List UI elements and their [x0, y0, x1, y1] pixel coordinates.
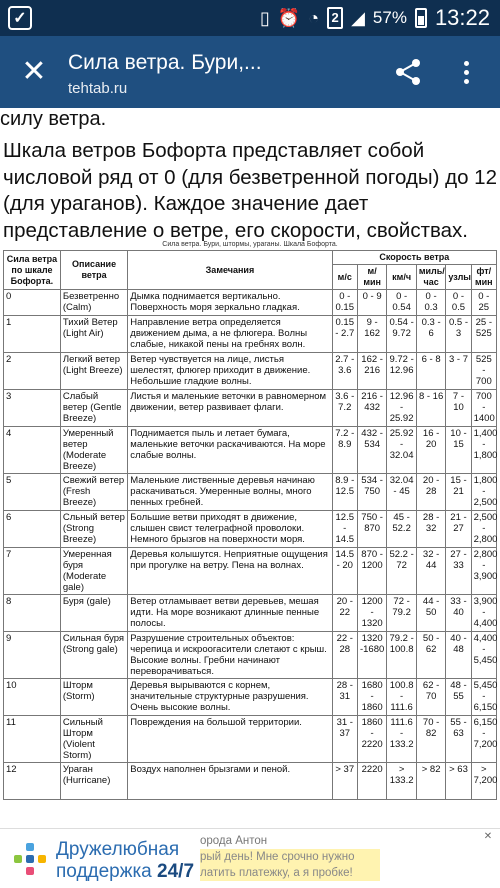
- table-caption: Сила ветра. Бури, штормы, ураганы. Шкала Бофорта.: [162, 241, 338, 248]
- cell-mph: 44 - 50: [416, 595, 445, 632]
- cell-ms: 14.5 - 20: [332, 548, 357, 595]
- cell-remarks: Воздух наполнен брызгами и пеной.: [128, 763, 332, 800]
- cell-ftmin: 1,400 - 1,800: [471, 427, 496, 474]
- sim-slot-badge: 2: [327, 7, 343, 29]
- cell-description: Умеренная буря (Moderate gale): [60, 548, 127, 595]
- table-row: [4, 595, 497, 632]
- cell-mmin: 1320 -1680: [357, 632, 386, 679]
- cell-description: Слабый ветер (Gentle Breeze): [60, 390, 127, 427]
- cell-mmin: 216 - 432: [357, 390, 386, 427]
- beaufort-table: [3, 250, 497, 800]
- table-row: [4, 716, 497, 763]
- custom-tab-toolbar: [0, 36, 500, 108]
- cell-description: Буря (gale): [60, 595, 127, 632]
- ad-message: [200, 833, 380, 881]
- status-bar: [0, 0, 500, 36]
- cell-remarks: Направление ветра определяется движением дыма, а не флюгера. Волны слабые, никакой пены на гребнях волн.: [128, 316, 332, 353]
- cell-remarks: Повреждения на большой территории.: [128, 716, 332, 763]
- cell-force: 1: [4, 316, 61, 353]
- cell-ms: 12.5 - 14.5: [332, 511, 357, 548]
- cell-ms: 31 - 37: [332, 716, 357, 763]
- table-row: [4, 763, 497, 800]
- cell-kmh: 79.2 - 100.8: [387, 632, 416, 679]
- cell-description: Безветренно (Calm): [60, 290, 127, 316]
- cell-mph: 0.3 - 6: [416, 316, 445, 353]
- table-row: [4, 679, 497, 716]
- cell-ftmin: 2,800 - 3,900: [471, 548, 496, 595]
- cell-ms: 0 - 0.15: [332, 290, 357, 316]
- cell-ftmin: 25 - 525: [471, 316, 496, 353]
- cell-ftmin: 525 - 700: [471, 353, 496, 390]
- cell-remarks: Дымка поднимается вертикально. Поверхность моря зеркально гладкая.: [128, 290, 332, 316]
- cell-mph: 28 - 32: [416, 511, 445, 548]
- cell-force: 8: [4, 595, 61, 632]
- cell-mmin: 2220: [357, 763, 386, 800]
- header-kmh: км/ч: [387, 265, 416, 290]
- ad-brand-line2: [56, 861, 194, 883]
- table-row: [4, 474, 497, 511]
- header-speed: Скорость ветра: [332, 251, 496, 265]
- cell-knots: 27 - 33: [446, 548, 471, 595]
- header-knots: узлы: [446, 265, 471, 290]
- cell-mmin: 870 - 1200: [357, 548, 386, 595]
- cell-ms: 8.9 - 12.5: [332, 474, 357, 511]
- cell-knots: 55 - 63: [446, 716, 471, 763]
- table-row: [4, 632, 497, 679]
- header-mph: миль/ час: [416, 265, 445, 290]
- cell-knots: 15 - 21: [446, 474, 471, 511]
- sim-card-icon: ▯: [259, 8, 270, 28]
- table-row: [4, 390, 497, 427]
- wifi-icon: ◔: [308, 8, 320, 28]
- clock: 13:22: [434, 5, 490, 30]
- article-text-partial: силу ветра.: [0, 108, 107, 130]
- signal-icon: ◢: [351, 8, 365, 28]
- cell-description: Тихий Ветер (Light Air): [60, 316, 127, 353]
- cell-mmin: 432 - 534: [357, 427, 386, 474]
- table-row: [4, 548, 497, 595]
- article-paragraph: Шкала ветров Бофорта представляет собой числовой ряд от 0 (для безветренной погоды) до 12 (для ураганов). Каждое значение дает представление о ветре, его скорости, свойствах.: [3, 139, 497, 242]
- cell-mmin: 1680 - 1860: [357, 679, 386, 716]
- cell-mph: > 82: [416, 763, 445, 800]
- ad-close-icon[interactable]: ✕: [483, 831, 493, 842]
- cell-mph: 50 - 62: [416, 632, 445, 679]
- ad-message-line3: латить платежку, а я пробке!: [200, 865, 380, 881]
- cell-ftmin: > 7,200: [471, 763, 496, 800]
- cell-ftmin: 0 - 25: [471, 290, 496, 316]
- cell-knots: 33 - 40: [446, 595, 471, 632]
- cell-knots: 48 - 55: [446, 679, 471, 716]
- cell-knots: 7 - 10: [446, 390, 471, 427]
- cell-knots: > 63: [446, 763, 471, 800]
- cell-ftmin: 6,150 - 7,200: [471, 716, 496, 763]
- cell-kmh: 72 - 79.2: [387, 595, 416, 632]
- cell-remarks: Большие ветви приходят в движение, слышен свист телеграфной проволоки. Немного брызгов на поверхности моря.: [128, 511, 332, 548]
- cell-description: Умеренный ветер (Moderate Breeze): [60, 427, 127, 474]
- cell-kmh: 45 - 52.2: [387, 511, 416, 548]
- cell-knots: 0 - 0.5: [446, 290, 471, 316]
- cell-kmh: 25.92 - 32.04: [387, 427, 416, 474]
- header-remarks: Замечания: [128, 251, 332, 290]
- check-notification-icon: ✓: [8, 6, 32, 30]
- ad-message-line1: орода Антон: [200, 835, 268, 847]
- battery-percent: 57%: [372, 8, 407, 27]
- cell-kmh: 111.6 - 133.2: [387, 716, 416, 763]
- cell-mph: 70 - 82: [416, 716, 445, 763]
- cell-knots: 3 - 7: [446, 353, 471, 390]
- header-force: Сила ветра по шкале Бофорта.: [4, 251, 61, 290]
- cell-mmin: 9 - 162: [357, 316, 386, 353]
- ad-brand-prefix: поддержка: [56, 861, 152, 882]
- cell-ms: 28 - 31: [332, 679, 357, 716]
- cell-kmh: 100.8 - 111.6: [387, 679, 416, 716]
- cell-description: Сльный ветер (Strong Breeze): [60, 511, 127, 548]
- cell-force: 10: [4, 679, 61, 716]
- cell-ftmin: 3,900 - 4,400: [471, 595, 496, 632]
- table-row: [4, 511, 497, 548]
- cell-description: Ураган (Hurricane): [60, 763, 127, 800]
- table-row: [4, 290, 497, 316]
- cell-ftmin: 1,800 - 2,500: [471, 474, 496, 511]
- cell-remarks: Ветер чувствуется на лице, листья шелестят, флюгер приходит в движение. Небольшие гладкие волны.: [128, 353, 332, 390]
- cell-kmh: 0.54 - 9.72: [387, 316, 416, 353]
- more-options-icon[interactable]: [454, 54, 478, 90]
- cell-mph: 16 - 20: [416, 427, 445, 474]
- cell-knots: 40 - 48: [446, 632, 471, 679]
- cell-remarks: Поднимается пыль и летает бумага, маленькие веточки раскачиваются. На море слабые волны.: [128, 427, 332, 474]
- close-icon[interactable]: ✕: [21, 55, 47, 88]
- cell-knots: 10 - 15: [446, 427, 471, 474]
- cell-ms: 22 - 28: [332, 632, 357, 679]
- cell-mmin: 0 - 9: [357, 290, 386, 316]
- beaufort-table-container: [3, 240, 497, 800]
- alarm-icon: ⏰: [277, 8, 301, 28]
- ad-banner[interactable]: [0, 828, 500, 888]
- cell-ms: > 37: [332, 763, 357, 800]
- cell-mmin: 1200 - 1320: [357, 595, 386, 632]
- cell-mmin: 750 - 870: [357, 511, 386, 548]
- ad-logo-icon: [14, 843, 46, 875]
- cell-remarks: Деревья колышутся. Неприятные ощущения при прогулке на ветру. Пена на волнах.: [128, 548, 332, 595]
- cell-mph: 32 - 44: [416, 548, 445, 595]
- share-icon[interactable]: [392, 56, 424, 88]
- cell-description: Сильный Шторм (Violent Storm): [60, 716, 127, 763]
- cell-ftmin: 4,400 - 5,450: [471, 632, 496, 679]
- cell-ftmin: 2,500 - 2,800: [471, 511, 496, 548]
- cell-remarks: Маленькие лиственные деревья начинаю раскачиваться. Умеренные волны, много пенных гребней.: [128, 474, 332, 511]
- cell-knots: 0.5 - 3: [446, 316, 471, 353]
- cell-remarks: Ветер отламывает ветви деревьев, мешая идти. На море возникают длинные пенные полосы.: [128, 595, 332, 632]
- cell-mmin: 534 - 750: [357, 474, 386, 511]
- cell-force: 9: [4, 632, 61, 679]
- cell-mmin: 1860 - 2220: [357, 716, 386, 763]
- header-ftmin: фт/ мин: [471, 265, 496, 290]
- cell-ftmin: 700 - 1400: [471, 390, 496, 427]
- ad-message-line2: рый день! Мне срочно нужно: [200, 849, 380, 865]
- cell-kmh: 9.72 - 12.96: [387, 353, 416, 390]
- cell-ms: 7.2 - 8.9: [332, 427, 357, 474]
- cell-mph: 8 - 16: [416, 390, 445, 427]
- cell-kmh: 12.96 - 25.92: [387, 390, 416, 427]
- ad-brand-line1: Дружелюбная: [56, 839, 180, 860]
- cell-force: 3: [4, 390, 61, 427]
- table-row: [4, 316, 497, 353]
- cell-force: 2: [4, 353, 61, 390]
- cell-kmh: > 133.2: [387, 763, 416, 800]
- cell-kmh: 32.04 - 45: [387, 474, 416, 511]
- cell-kmh: 0 - 0.54: [387, 290, 416, 316]
- cell-remarks: Листья и маленькие веточки в равномерном движении, ветер развивает флаги.: [128, 390, 332, 427]
- page-title: Сила ветра. Бури,...: [68, 51, 262, 74]
- cell-mmin: 162 - 216: [357, 353, 386, 390]
- cell-ms: 0.15 - 2.7: [332, 316, 357, 353]
- table-row: [4, 353, 497, 390]
- page-url: tehtab.ru: [68, 80, 128, 97]
- header-ms: м/с: [332, 265, 357, 290]
- cell-description: Легкий ветер (Light Breeze): [60, 353, 127, 390]
- cell-force: 0: [4, 290, 61, 316]
- status-icons: [260, 0, 490, 36]
- table-row: [4, 427, 497, 474]
- cell-remarks: Разрушение строительных объектов: черепица и искроогасители слетают с крыш. Высокие волны. Гребни начинают переворачиваться.: [128, 632, 332, 679]
- header-mmin: м/ мин: [357, 265, 386, 290]
- cell-ms: 3.6 - 7.2: [332, 390, 357, 427]
- cell-mph: 0 - 0.3: [416, 290, 445, 316]
- cell-knots: 21 - 27: [446, 511, 471, 548]
- cell-mph: 6 - 8: [416, 353, 445, 390]
- cell-description: Сильная буря (Strong gale): [60, 632, 127, 679]
- cell-description: Шторм (Storm): [60, 679, 127, 716]
- cell-ms: 20 - 22: [332, 595, 357, 632]
- cell-force: 11: [4, 716, 61, 763]
- cell-force: 5: [4, 474, 61, 511]
- cell-mph: 20 - 28: [416, 474, 445, 511]
- cell-remarks: Деревья вырываются с корнем, значительные структурные разрушения. Очень высокие волны.: [128, 679, 332, 716]
- cell-force: 7: [4, 548, 61, 595]
- cell-mph: 62 - 70: [416, 679, 445, 716]
- battery-icon: [415, 8, 427, 28]
- cell-force: 6: [4, 511, 61, 548]
- cell-force: 4: [4, 427, 61, 474]
- ad-brand-suffix: 24/7: [157, 861, 195, 882]
- cell-force: 12: [4, 763, 61, 800]
- cell-ms: 2.7 - 3.6: [332, 353, 357, 390]
- cell-description: Свежий ветер (Fresh Breeze): [60, 474, 127, 511]
- cell-ftmin: 5,450 - 6,150: [471, 679, 496, 716]
- header-description: Описание ветра: [60, 251, 127, 290]
- cell-kmh: 52.2 - 72: [387, 548, 416, 595]
